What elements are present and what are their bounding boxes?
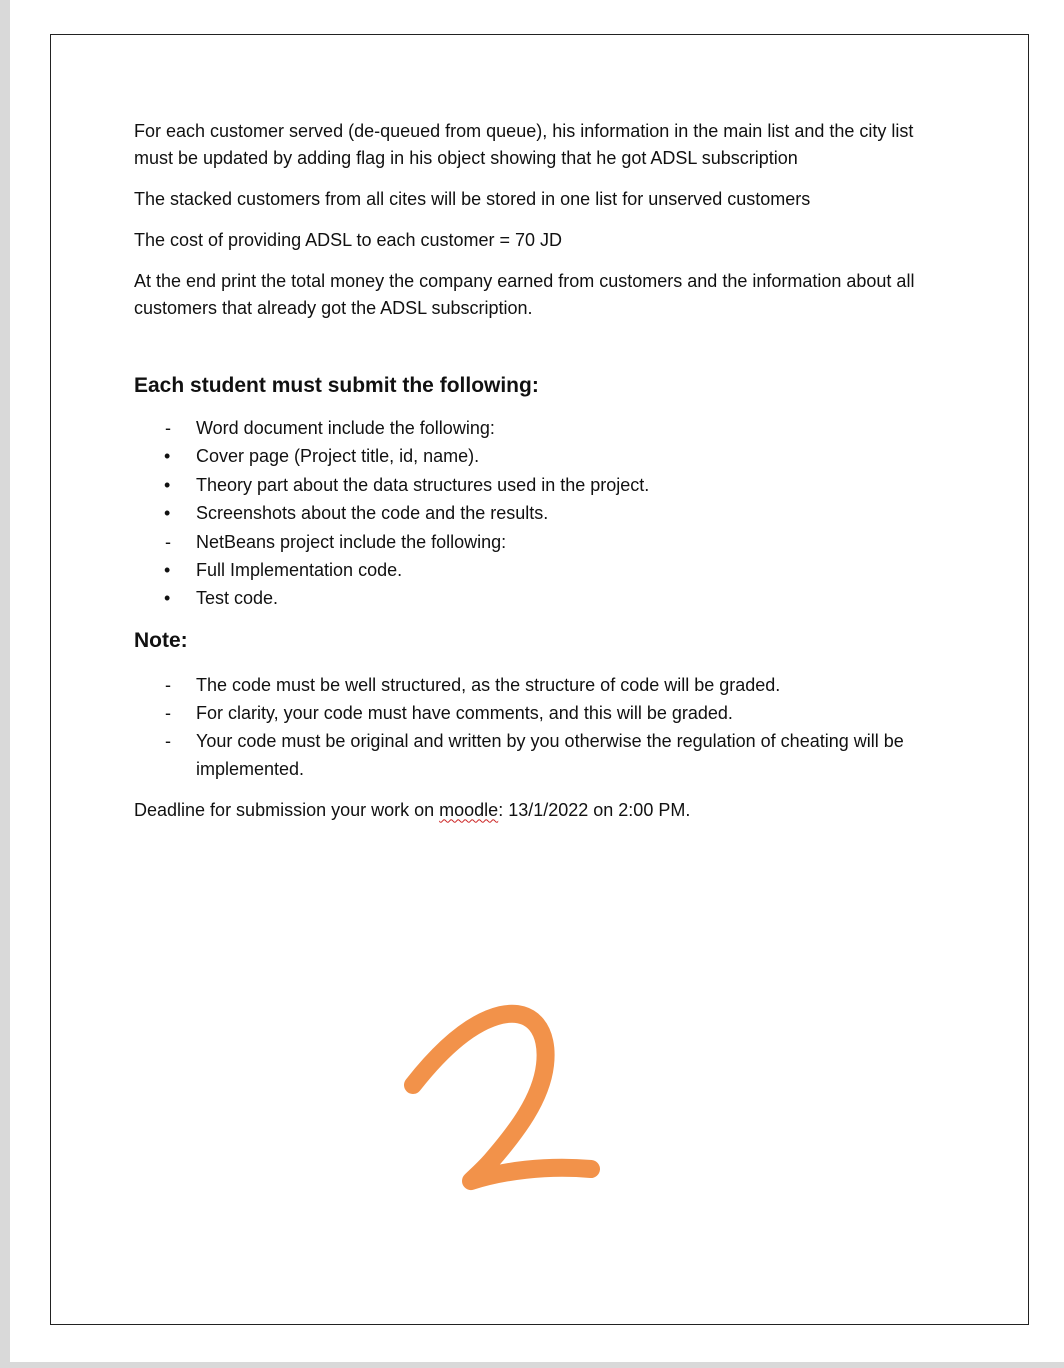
handwritten-number-two-icon [395,995,615,1205]
deadline-suffix: : 13/1/2022 on 2:00 PM. [498,799,691,820]
word-document-sublist [134,442,954,528]
submit-heading: Each student must submit the following: [134,374,539,397]
list-item-text: Screenshots about the code and the results. [196,503,549,523]
list-item [134,471,954,500]
spellcheck-word[interactable]: moodle [439,799,499,820]
note-item-text: For clarity, your code must have comments, and this will be graded. [196,702,733,723]
netbeans-project-sublist [134,556,954,613]
paragraph-served-customers: For each customer served (de-queued from queue), his information in the main list and the city list must be updated by adding flag in his object showing that he got ADSL subscription [134,121,914,168]
document-body [134,118,954,838]
list-item-text: Theory part about the data structures used in the project. [196,474,650,495]
list-item-text: Test code. [196,588,279,608]
note-item-text: The code must be well structured, as the structure of code will be graded. [196,674,781,695]
bullet-marker: • [164,474,171,495]
list-item [134,556,954,585]
list-item-text: Cover page (Project title, id, name). [196,446,480,466]
list-item-text: Full Implementation code. [196,559,403,580]
note-item [134,727,954,783]
submit-item-label: Word document include the following: [196,418,495,438]
dash-marker: - [165,702,171,723]
note-heading: Note: [134,628,188,652]
paragraph-stacked-customers: The stacked customers from all cites will be stored in one list for unserved customers [134,189,811,209]
window-bottom-edge [0,1362,1064,1368]
note-item [134,671,954,699]
dash-marker: - [165,674,171,695]
bullet-marker: • [164,446,171,466]
list-item [134,499,954,528]
deadline-prefix: Deadline for submission your work on [134,799,440,820]
submit-item-netbeans-project [134,528,954,556]
dash-marker: - [165,418,171,438]
submit-item-label: NetBeans project include the following: [196,531,507,552]
bullet-marker: • [164,503,171,523]
submit-item-word-document [134,414,954,442]
note-item [134,699,954,727]
submit-list-netbeans [134,528,954,556]
dash-marker: - [165,531,171,552]
deadline-paragraph [134,797,954,824]
bullet-marker: • [164,588,171,608]
paragraph-total-money: At the end print the total money the company earned from customers and the information about all customers that already got the ADSL subscription. [134,271,915,318]
handwritten-page-number [395,995,615,1210]
list-item [134,442,954,471]
submit-list [134,414,954,442]
dash-marker: - [165,730,171,751]
list-item [134,584,954,613]
window-left-edge [0,0,10,1368]
note-item-text: Your code must be original and written by you otherwise the regulation of cheating will be implemented. [196,730,904,779]
note-list [134,671,954,783]
paragraph-cost: The cost of providing ADSL to each customer = 70 JD [134,230,563,250]
bullet-marker: • [164,559,171,580]
